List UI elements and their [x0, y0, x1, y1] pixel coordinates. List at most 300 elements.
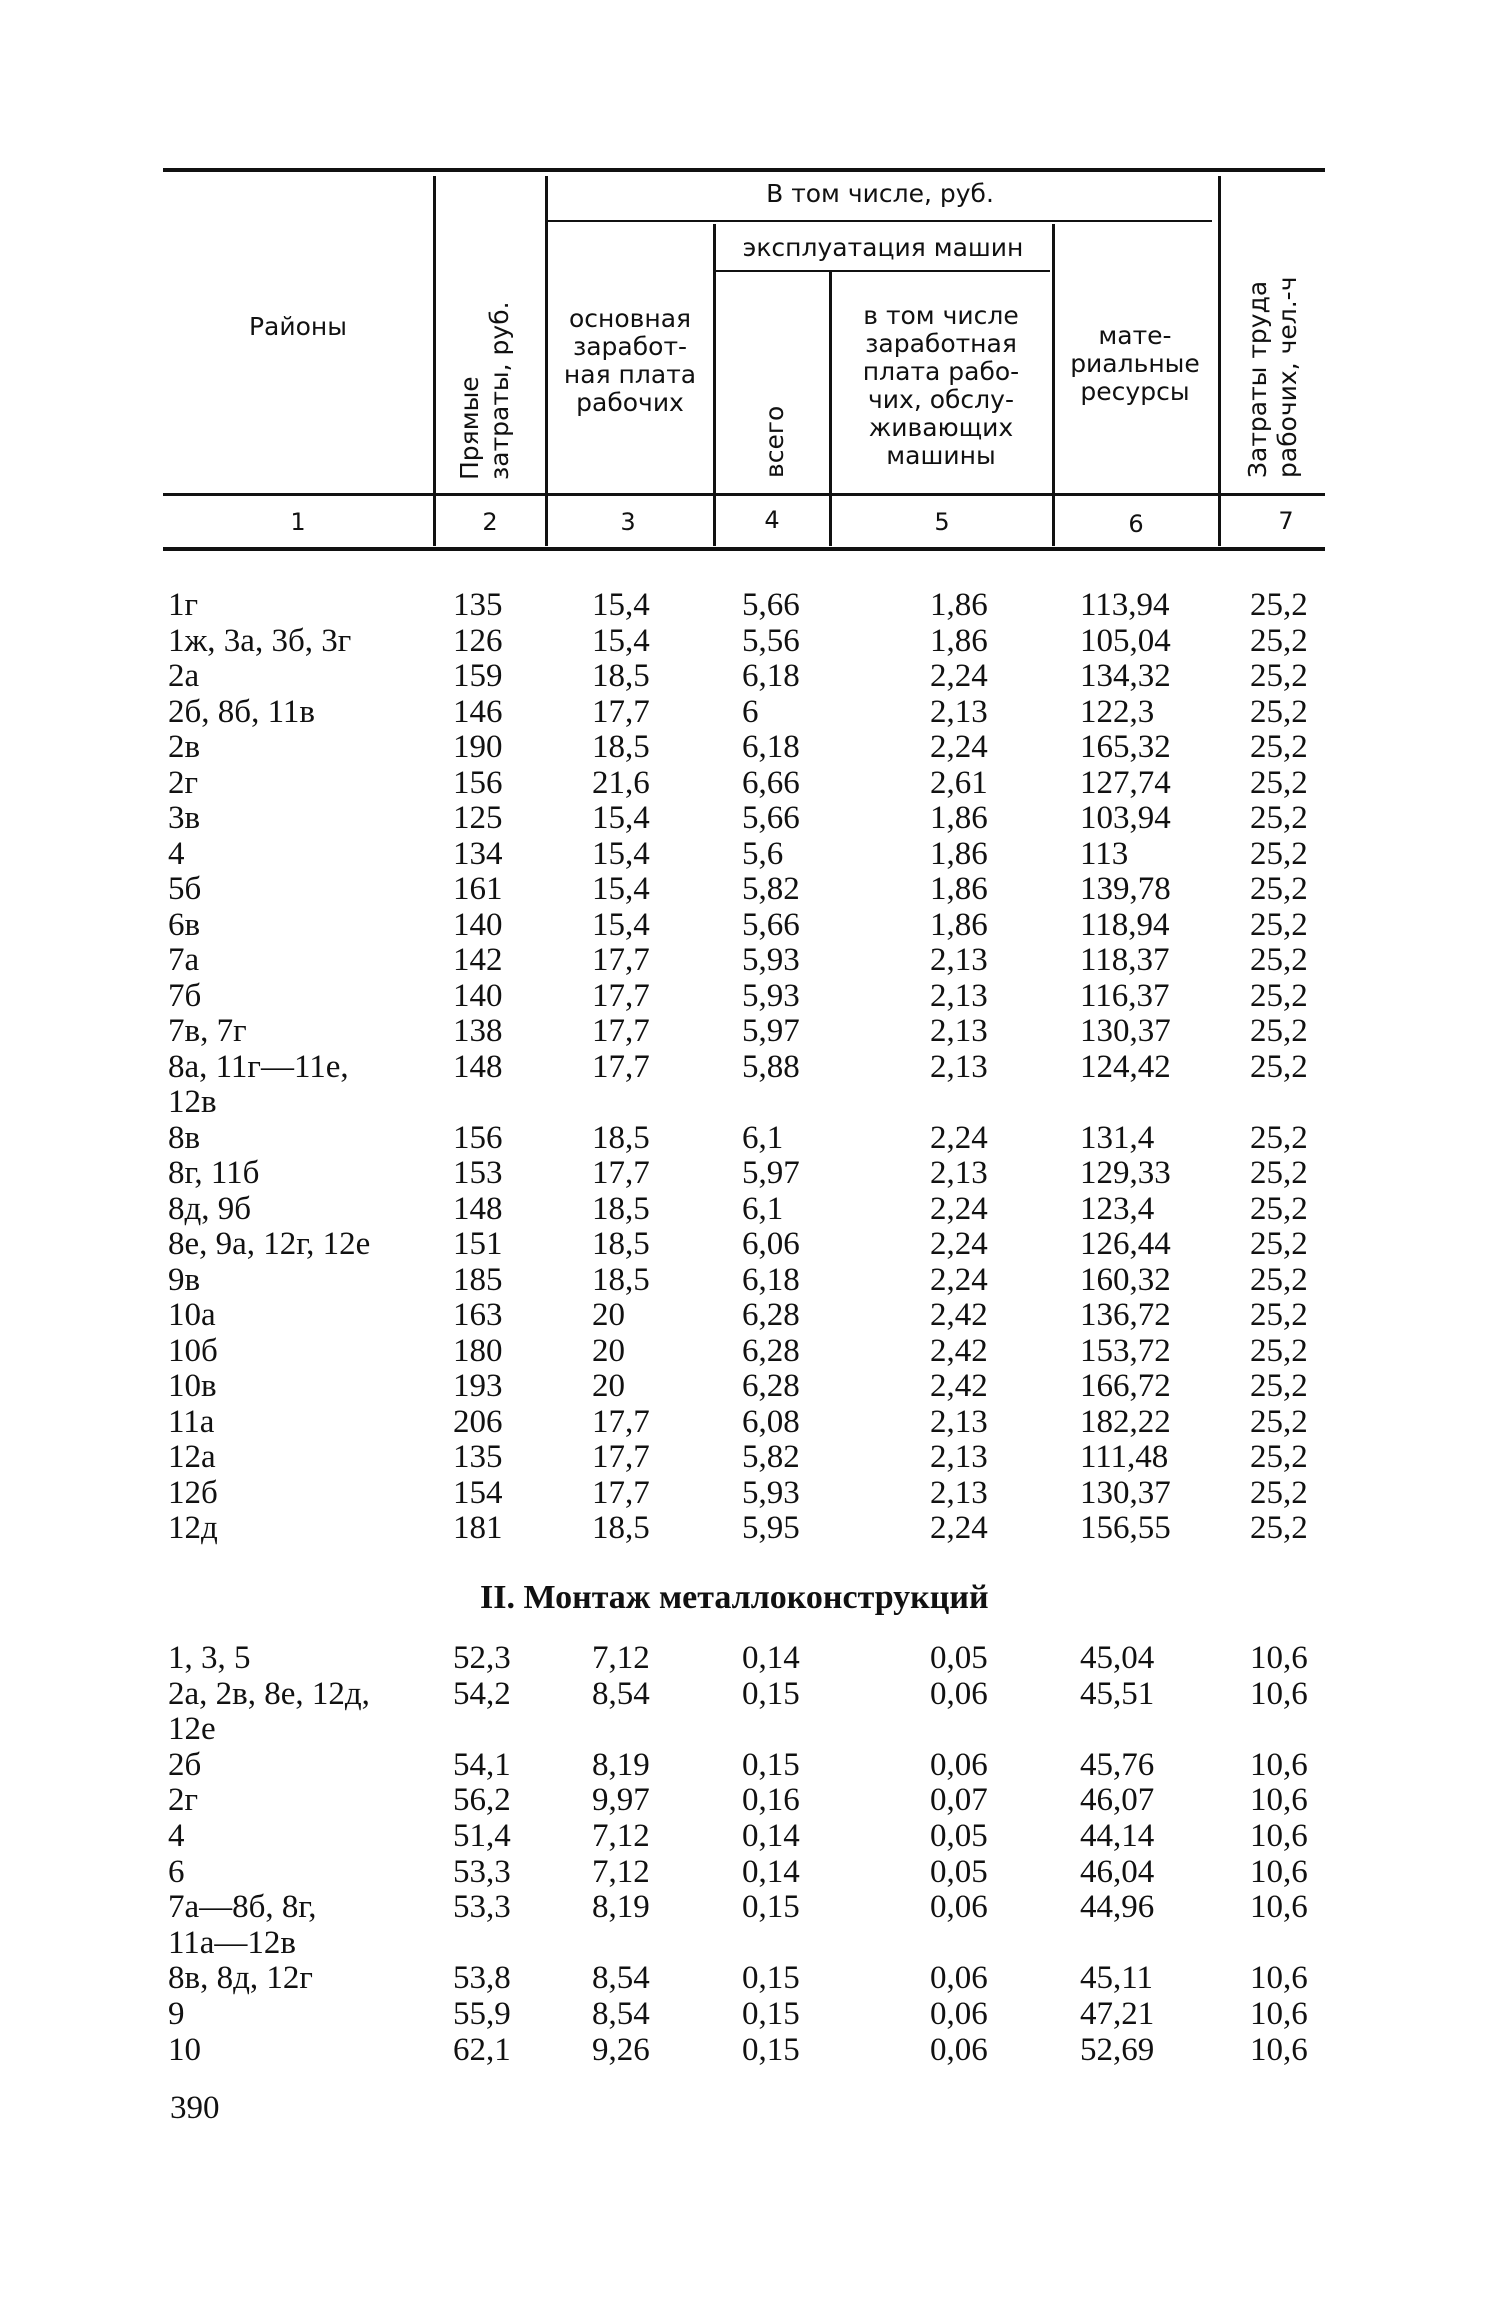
region-cell: 2г	[168, 1782, 199, 1819]
value-cell: 8,54	[592, 1996, 650, 2032]
value-cell: 2,42	[930, 1297, 988, 1333]
header-v-tom-chisle-zarplata: в том числе заработная плата рабо- чих, обслу- живающих машины	[862, 301, 1020, 470]
value-cell: 18,5	[592, 1226, 650, 1262]
value-cell: 2,13	[930, 1474, 988, 1511]
value-cell: 18,5	[592, 1190, 650, 1227]
page-number: 390	[170, 2090, 220, 2126]
section-title: II. Монтаж металлоконструкций	[480, 1579, 989, 1616]
value-cell: 1,86	[930, 871, 988, 907]
value-cell: 124,42	[1080, 1048, 1171, 1085]
value-cell: 17,7	[592, 1439, 650, 1475]
value-cell: 56,2	[453, 1782, 511, 1819]
value-cell: 25,2	[1250, 871, 1308, 907]
value-cell: 10,6	[1250, 2031, 1308, 2068]
value-cell: 10,6	[1250, 1960, 1308, 1997]
table-row	[0, 1712, 1500, 1747]
value-cell: 146	[453, 693, 503, 730]
value-cell: 140	[453, 906, 503, 943]
col-number-4: 4	[764, 506, 780, 534]
value-cell: 6,66	[742, 764, 800, 801]
value-cell: 15,4	[592, 871, 650, 907]
value-cell: 142	[453, 942, 503, 978]
value-cell: 7,12	[592, 1853, 650, 1890]
region-cell: 8д, 9б	[168, 1190, 252, 1227]
value-cell: 111,48	[1080, 1439, 1169, 1475]
value-cell: 2,13	[930, 1013, 988, 1049]
value-cell: 166,72	[1080, 1368, 1171, 1404]
value-cell: 9,97	[592, 1782, 650, 1819]
value-cell: 15,4	[592, 622, 650, 659]
value-cell: 6,1	[742, 1119, 784, 1156]
value-cell: 0,14	[742, 1853, 800, 1890]
value-cell: 17,7	[592, 1013, 650, 1049]
table-row	[0, 1156, 1500, 1191]
value-cell: 156	[453, 764, 503, 801]
table-row	[0, 1926, 1500, 1961]
value-cell: 2,24	[930, 1261, 988, 1298]
region-cell: 12в	[168, 1084, 217, 1120]
col-number-3: 3	[620, 508, 636, 536]
value-cell: 53,3	[453, 1853, 511, 1890]
col-number-2: 2	[482, 508, 498, 536]
value-cell: 165,32	[1080, 729, 1171, 765]
region-cell: 1, 3, 5	[168, 1640, 251, 1676]
header-ekspluatatsiya: эксплуатация машин	[742, 233, 1024, 262]
region-cell: 8г, 11б	[168, 1155, 260, 1191]
value-cell: 46,07	[1080, 1782, 1155, 1819]
value-cell: 25,2	[1250, 942, 1308, 978]
table-row	[0, 659, 1500, 694]
value-cell: 25,2	[1250, 1297, 1308, 1333]
header-vsego: всего	[760, 405, 789, 478]
value-cell: 105,04	[1080, 622, 1171, 659]
header-pryamye: Прямые затраты, руб.	[455, 301, 514, 480]
region-cell: 2в	[168, 729, 201, 765]
value-cell: 5,6	[742, 835, 784, 872]
value-cell: 2,13	[930, 977, 988, 1014]
header-rule	[163, 493, 1325, 496]
value-cell: 185	[453, 1261, 503, 1298]
value-cell: 135	[453, 1439, 503, 1475]
value-cell: 5,93	[742, 1474, 800, 1511]
value-cell: 135	[453, 587, 503, 623]
value-cell: 2,61	[930, 764, 988, 801]
value-cell: 0,05	[930, 1853, 988, 1890]
value-cell: 127,74	[1080, 764, 1171, 801]
value-cell: 7,12	[592, 1640, 650, 1676]
value-cell: 8,54	[592, 1675, 650, 1712]
value-cell: 2,13	[930, 1439, 988, 1475]
value-cell: 25,2	[1250, 906, 1308, 943]
value-cell: 5,66	[742, 906, 800, 943]
value-cell: 0,06	[930, 1746, 988, 1783]
value-cell: 18,5	[592, 1510, 650, 1546]
value-cell: 182,22	[1080, 1403, 1171, 1440]
value-cell: 5,88	[742, 1048, 800, 1085]
table-row	[0, 1369, 1500, 1404]
value-cell: 148	[453, 1048, 503, 1085]
value-cell: 0,06	[930, 1675, 988, 1712]
value-cell: 10,6	[1250, 1675, 1308, 1712]
col-number-6: 6	[1128, 510, 1144, 538]
value-cell: 134	[453, 835, 503, 872]
value-cell: 25,2	[1250, 1368, 1308, 1404]
value-cell: 131,4	[1080, 1119, 1155, 1156]
value-cell: 2,13	[930, 1048, 988, 1085]
value-cell: 0,06	[930, 1960, 988, 1997]
value-cell: 116,37	[1080, 977, 1170, 1014]
value-cell: 54,2	[453, 1675, 511, 1712]
value-cell: 25,2	[1250, 1013, 1308, 1049]
col-divider-1	[433, 176, 436, 546]
value-cell: 25,2	[1250, 1261, 1308, 1298]
table-row	[0, 1334, 1500, 1369]
value-cell: 18,5	[592, 658, 650, 694]
value-cell: 25,2	[1250, 1190, 1308, 1227]
value-cell: 5,56	[742, 622, 800, 659]
value-cell: 15,4	[592, 835, 650, 872]
value-cell: 25,2	[1250, 764, 1308, 801]
table-row	[0, 1641, 1500, 1676]
table-row	[0, 1961, 1500, 1996]
value-cell: 62,1	[453, 2031, 511, 2068]
value-cell: 53,3	[453, 1889, 511, 1926]
region-cell: 9в	[168, 1261, 201, 1298]
value-cell: 190	[453, 729, 503, 765]
table-row	[0, 943, 1500, 978]
col-number-1: 1	[290, 508, 306, 536]
region-cell: 7в, 7г	[168, 1013, 247, 1049]
value-cell: 6,18	[742, 1261, 800, 1298]
table-row	[0, 1121, 1500, 1156]
value-cell: 156	[453, 1119, 503, 1156]
value-cell: 126	[453, 622, 503, 659]
value-cell: 0,15	[742, 1960, 800, 1997]
value-cell: 193	[453, 1368, 503, 1404]
value-cell: 0,06	[930, 1996, 988, 2032]
value-cell: 25,2	[1250, 729, 1308, 765]
value-cell: 156,55	[1080, 1510, 1171, 1546]
region-cell: 7а	[168, 942, 200, 978]
value-cell: 47,21	[1080, 1996, 1155, 2032]
value-cell: 10,6	[1250, 1782, 1308, 1819]
value-cell: 45,11	[1080, 1960, 1154, 1997]
value-cell: 20	[592, 1368, 625, 1404]
table-row	[0, 1819, 1500, 1854]
region-cell: 12е	[168, 1711, 216, 1748]
region-cell: 3в	[168, 800, 201, 836]
value-cell: 25,2	[1250, 1048, 1308, 1085]
region-cell: 4	[168, 835, 185, 872]
value-cell: 10,6	[1250, 1853, 1308, 1890]
region-cell: 12а	[168, 1439, 216, 1475]
value-cell: 163	[453, 1297, 503, 1333]
table-row	[0, 730, 1500, 765]
value-cell: 25,2	[1250, 1332, 1308, 1369]
value-cell: 6,08	[742, 1403, 800, 1440]
value-cell: 15,4	[592, 906, 650, 943]
value-cell: 10,6	[1250, 1746, 1308, 1783]
value-cell: 153	[453, 1155, 503, 1191]
region-cell: 2б	[168, 1746, 202, 1783]
value-cell: 45,04	[1080, 1640, 1155, 1676]
value-cell: 1,86	[930, 800, 988, 836]
value-cell: 5,82	[742, 871, 800, 907]
value-cell: 140	[453, 977, 503, 1014]
value-cell: 0,15	[742, 1996, 800, 2032]
value-cell: 0,15	[742, 1675, 800, 1712]
value-cell: 8,19	[592, 1746, 650, 1783]
value-cell: 1,86	[930, 835, 988, 872]
value-cell: 55,9	[453, 1996, 511, 2032]
value-cell: 25,2	[1250, 800, 1308, 836]
value-cell: 2,24	[930, 658, 988, 694]
value-cell: 161	[453, 871, 503, 907]
value-cell: 5,82	[742, 1439, 800, 1475]
value-cell: 0,05	[930, 1818, 988, 1854]
value-cell: 17,7	[592, 1403, 650, 1440]
value-cell: 153,72	[1080, 1332, 1171, 1369]
value-cell: 0,06	[930, 2031, 988, 2068]
value-cell: 25,2	[1250, 622, 1308, 659]
value-cell: 10,6	[1250, 1640, 1308, 1676]
value-cell: 45,76	[1080, 1746, 1155, 1783]
value-cell: 5,97	[742, 1155, 800, 1191]
subgroup-rule	[548, 220, 1212, 222]
table-row	[0, 766, 1500, 801]
region-cell: 8е, 9а, 12г, 12е	[168, 1226, 371, 1262]
header-osnovnaya: основная заработ- ная плата рабочих	[563, 304, 697, 417]
value-cell: 2,24	[930, 1190, 988, 1227]
value-cell: 45,51	[1080, 1675, 1155, 1712]
value-cell: 25,2	[1250, 1510, 1308, 1546]
value-cell: 0,05	[930, 1640, 988, 1676]
header-bottom-rule	[163, 547, 1325, 551]
region-cell: 5б	[168, 871, 202, 907]
value-cell: 6,28	[742, 1332, 800, 1369]
value-cell: 139,78	[1080, 871, 1171, 907]
region-cell: 1ж, 3а, 3б, 3г	[168, 622, 352, 659]
value-cell: 6,06	[742, 1226, 800, 1262]
col-divider-2	[545, 176, 548, 546]
value-cell: 2,13	[930, 1155, 988, 1191]
value-cell: 6,18	[742, 729, 800, 765]
table-row	[0, 1511, 1500, 1546]
table-row	[0, 1440, 1500, 1475]
value-cell: 25,2	[1250, 587, 1308, 623]
value-cell: 0,15	[742, 1746, 800, 1783]
region-cell: 7б	[168, 977, 202, 1014]
value-cell: 138	[453, 1013, 503, 1049]
value-cell: 129,33	[1080, 1155, 1171, 1191]
value-cell: 6,18	[742, 658, 800, 694]
value-cell: 5,97	[742, 1013, 800, 1049]
table-row	[0, 1014, 1500, 1049]
header-materialnye: мате- риальные ресурсы	[1070, 321, 1200, 406]
region-cell: 10а	[168, 1297, 216, 1333]
table-row	[0, 1405, 1500, 1440]
value-cell: 20	[592, 1297, 625, 1333]
table-row	[0, 1890, 1500, 1925]
value-cell: 25,2	[1250, 1226, 1308, 1262]
value-cell: 5,93	[742, 942, 800, 978]
table-row	[0, 1192, 1500, 1227]
col-divider-3	[713, 224, 716, 546]
region-cell: 1г	[168, 587, 199, 623]
value-cell: 206	[453, 1403, 503, 1440]
value-cell: 2,24	[930, 1510, 988, 1546]
table-row	[0, 979, 1500, 1014]
value-cell: 25,2	[1250, 835, 1308, 872]
region-cell: 4	[168, 1818, 185, 1854]
value-cell: 10,6	[1250, 1996, 1308, 2032]
col-number-7: 7	[1278, 507, 1294, 535]
value-cell: 0,07	[930, 1782, 988, 1819]
value-cell: 10,6	[1250, 1818, 1308, 1854]
value-cell: 5,66	[742, 587, 800, 623]
value-cell: 18,5	[592, 729, 650, 765]
value-cell: 25,2	[1250, 1474, 1308, 1511]
value-cell: 160,32	[1080, 1261, 1171, 1298]
value-cell: 25,2	[1250, 658, 1308, 694]
col-number-5: 5	[934, 508, 950, 536]
value-cell: 25,2	[1250, 1403, 1308, 1440]
value-cell: 6,1	[742, 1190, 784, 1227]
table-row	[0, 1997, 1500, 2032]
value-cell: 136,72	[1080, 1297, 1171, 1333]
value-cell: 17,7	[592, 693, 650, 730]
table-row	[0, 588, 1500, 623]
region-cell: 8в	[168, 1119, 201, 1156]
value-cell: 103,94	[1080, 800, 1171, 836]
value-cell: 0,15	[742, 2031, 800, 2068]
table-row	[0, 1748, 1500, 1783]
value-cell: 25,2	[1250, 1439, 1308, 1475]
machines-rule	[714, 270, 1050, 272]
region-cell: 10	[168, 2031, 201, 2068]
table-row	[0, 837, 1500, 872]
value-cell: 2,13	[930, 693, 988, 730]
value-cell: 113	[1080, 835, 1129, 872]
value-cell: 25,2	[1250, 1119, 1308, 1156]
region-cell: 10б	[168, 1332, 218, 1369]
header-zatraty-truda: Затраты труда рабочих, чел.-ч	[1243, 276, 1302, 478]
value-cell: 2,13	[930, 942, 988, 978]
col-divider-6	[1218, 176, 1221, 546]
value-cell: 0,15	[742, 1889, 800, 1926]
value-cell: 6,28	[742, 1297, 800, 1333]
value-cell: 18,5	[592, 1261, 650, 1298]
value-cell: 5,95	[742, 1510, 800, 1546]
value-cell: 44,96	[1080, 1889, 1155, 1926]
value-cell: 148	[453, 1190, 503, 1227]
value-cell: 7,12	[592, 1818, 650, 1854]
value-cell: 0,06	[930, 1889, 988, 1926]
value-cell: 6	[742, 693, 759, 730]
region-cell: 6в	[168, 906, 201, 943]
value-cell: 51,4	[453, 1818, 511, 1854]
value-cell: 134,32	[1080, 658, 1171, 694]
value-cell: 15,4	[592, 800, 650, 836]
value-cell: 2,24	[930, 1226, 988, 1262]
value-cell: 9,26	[592, 2031, 650, 2068]
value-cell: 17,7	[592, 1048, 650, 1085]
value-cell: 17,7	[592, 1474, 650, 1511]
value-cell: 44,14	[1080, 1818, 1155, 1854]
table-row	[0, 2033, 1500, 2068]
region-cell: 8в, 8д, 12г	[168, 1960, 313, 1997]
region-cell: 12д	[168, 1510, 218, 1546]
value-cell: 159	[453, 658, 503, 694]
value-cell: 17,7	[592, 977, 650, 1014]
value-cell: 17,7	[592, 942, 650, 978]
value-cell: 118,37	[1080, 942, 1170, 978]
region-cell: 2г	[168, 764, 199, 801]
table-row	[0, 1227, 1500, 1262]
value-cell: 25,2	[1250, 977, 1308, 1014]
value-cell: 125	[453, 800, 503, 836]
region-cell: 12б	[168, 1474, 218, 1511]
value-cell: 1,86	[930, 906, 988, 943]
table-row	[0, 1050, 1500, 1085]
value-cell: 130,37	[1080, 1474, 1171, 1511]
table-row	[0, 801, 1500, 836]
value-cell: 118,94	[1080, 906, 1170, 943]
value-cell: 2,42	[930, 1332, 988, 1369]
table-row	[0, 1085, 1500, 1120]
region-cell: 11а	[168, 1403, 215, 1440]
value-cell: 25,2	[1250, 1155, 1308, 1191]
value-cell: 18,5	[592, 1119, 650, 1156]
value-cell: 1,86	[930, 622, 988, 659]
value-cell: 10,6	[1250, 1889, 1308, 1926]
region-cell: 2а	[168, 658, 200, 694]
region-cell: 2а, 2в, 8е, 12д,	[168, 1675, 370, 1712]
table-row	[0, 1476, 1500, 1511]
header-rayony: Районы	[248, 312, 348, 341]
value-cell: 122,3	[1080, 693, 1155, 730]
value-cell: 2,24	[930, 1119, 988, 1156]
value-cell: 2,42	[930, 1368, 988, 1404]
region-cell: 2б, 8б, 11в	[168, 693, 315, 730]
table-row	[0, 1855, 1500, 1890]
table-row	[0, 1298, 1500, 1333]
value-cell: 0,16	[742, 1782, 800, 1819]
value-cell: 54,1	[453, 1746, 511, 1783]
table-row	[0, 908, 1500, 943]
value-cell: 53,8	[453, 1960, 511, 1997]
value-cell: 21,6	[592, 764, 650, 801]
value-cell: 17,7	[592, 1155, 650, 1191]
value-cell: 2,24	[930, 729, 988, 765]
region-cell: 9	[168, 1996, 185, 2032]
header-v-tom-chisle: В том числе, руб.	[766, 179, 994, 208]
value-cell: 113,94	[1080, 587, 1170, 623]
value-cell: 52,3	[453, 1640, 511, 1676]
value-cell: 154	[453, 1474, 503, 1511]
value-cell: 123,4	[1080, 1190, 1155, 1227]
table-row	[0, 1677, 1500, 1712]
value-cell: 46,04	[1080, 1853, 1155, 1890]
value-cell: 6,28	[742, 1368, 800, 1404]
value-cell: 8,19	[592, 1889, 650, 1926]
value-cell: 0,14	[742, 1818, 800, 1854]
value-cell: 151	[453, 1226, 503, 1262]
value-cell: 2,13	[930, 1403, 988, 1440]
region-cell: 7а—8б, 8г,	[168, 1889, 317, 1926]
region-cell: 8а, 11г—11е,	[168, 1048, 349, 1085]
value-cell: 1,86	[930, 587, 988, 623]
